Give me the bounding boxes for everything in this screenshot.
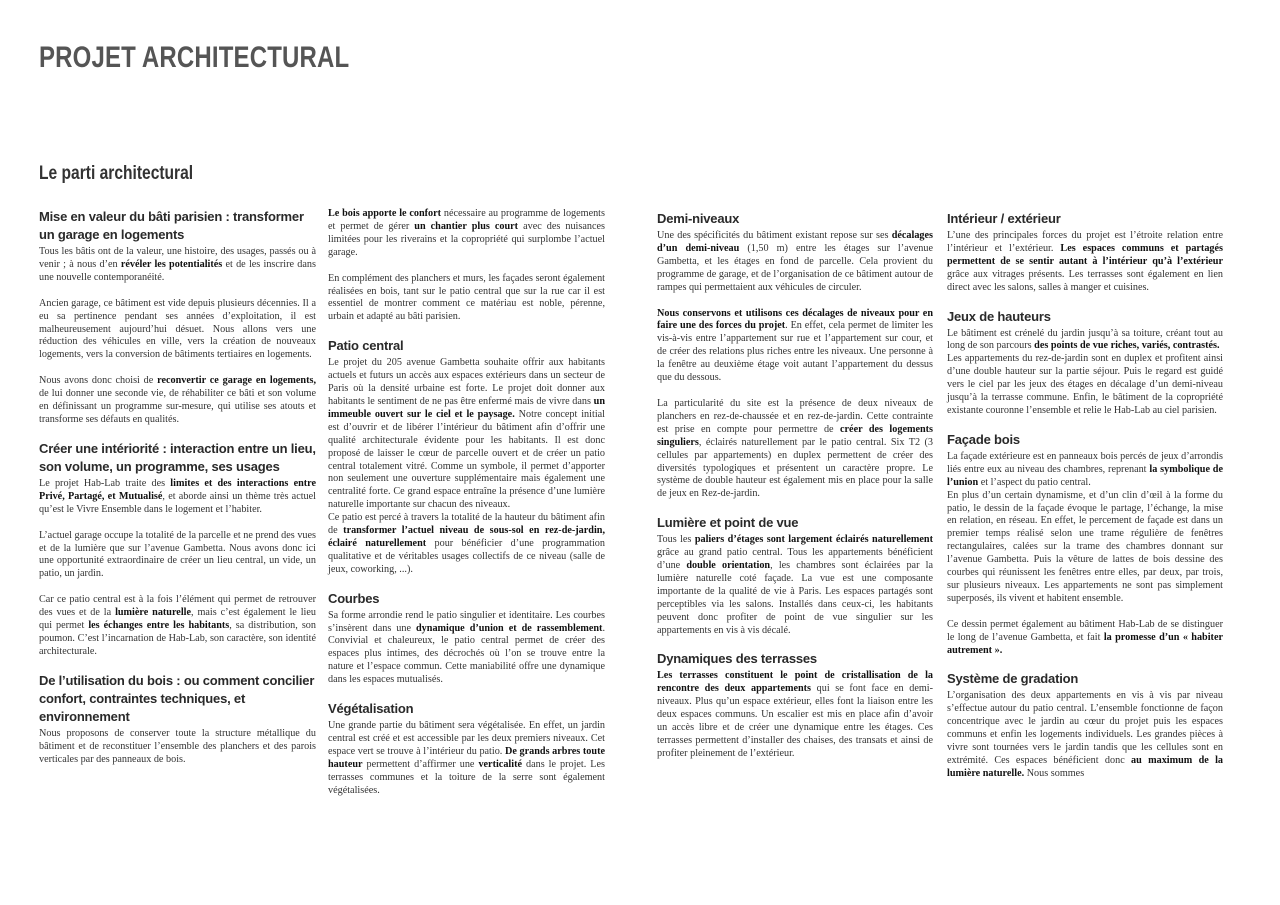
body-paragraph <box>657 670 933 760</box>
paragraph-text: Car ce patio central est à la fois l’élément qui permet de retrouver des vues et de la <box>39 594 316 619</box>
emphasized-text: verticalité <box>478 758 522 770</box>
text-column-1 <box>39 208 316 779</box>
body-paragraph <box>328 512 605 577</box>
emphasized-text: dynamique d’union et de rassemblement <box>416 622 603 634</box>
subsection-heading: Jeux de hauteurs <box>947 308 1051 324</box>
body-paragraph <box>39 530 316 582</box>
paragraph-text: Ce dessin permet également au bâtiment Hab-Lab de se distinguer le long de l’avenue Gambetta, et fait <box>947 618 1223 643</box>
emphasized-text: révéler les potentialités <box>120 258 223 270</box>
body-paragraph <box>39 594 316 659</box>
paragraph-text: permettent d’affirmer une <box>362 758 479 770</box>
subsection-heading: Créer une intériorité : interaction entre un lieu, son volume, un programme, ses usages <box>39 440 316 474</box>
paragraph-text: , sa distribution, son poumon. C’est l’incarnation de Hab-Lab, son caractère, son identité architecturale. <box>39 620 316 657</box>
emphasized-text: double orientation <box>686 560 771 572</box>
paragraph-text: et de les inscrire dans une nouvelle contemporanéité. <box>39 258 316 283</box>
paragraph-text: Le projet du 205 avenue Gambetta souhaite offrir aux habitants actuels et futurs un accès aux espaces extérieurs dans un secteur de Paris où la densité urbaine est forte. Le projet doit donner aux habitants le sentiment de ne pas être enfermé mais de vivre dans <box>328 357 605 407</box>
paragraph-text: Le bâtiment est crénelé du jardin jusqu’à sa toiture, créant tout au long de son parcours <box>947 327 1223 352</box>
paragraph-text: dans le projet. Les terrasses communes et la toiture de la serre sont également végétalisées. <box>328 758 605 796</box>
paragraph-text: de lui donner une seconde vie, de réhabiliter ce bâti et son volume en définissant un programme sur-mesure, qui utilise ses atouts et transforme ses défauts en qualités. <box>39 388 316 425</box>
body-paragraph <box>657 398 933 501</box>
subsection-heading: Patio central <box>328 338 404 354</box>
subsection-heading: Dynamiques des terrasses <box>657 651 817 667</box>
emphasized-text: un chantier plus court <box>414 220 519 232</box>
body-paragraph <box>39 298 316 363</box>
paragraph-text: Ancien garage, ce bâtiment est vide depuis plusieurs décennies. Il a eu sa pertinence pendant ses années d’exploitation, il est malheureusement aujourd’hui désuet. Nous allons vers une réduction des véhicules en ville, vers la création de nouveaux logements, vers la conversion de bâtiments tertiaires en logements. <box>39 297 316 361</box>
emphasized-text: décalages d’un demi-niveau <box>657 230 933 254</box>
body-paragraph <box>39 478 316 517</box>
paragraph-text: Nous avons donc choisi de <box>39 375 158 387</box>
body-paragraph <box>947 619 1223 658</box>
emphasized-text: Les espaces communs et partagés permettent de se sentir autant à l’intérieur qu’à l’extérieur <box>947 242 1223 267</box>
body-paragraph <box>657 534 933 637</box>
emphasized-text: De grands arbres toute hauteur <box>328 745 605 770</box>
body-paragraph <box>328 720 605 797</box>
emphasized-text: Le bois apporte le confort <box>328 208 442 219</box>
body-paragraph <box>328 610 605 687</box>
emphasized-text: créer des logements singuliers <box>657 423 933 448</box>
section-title: Le parti architectural <box>39 163 194 184</box>
paragraph-text: En plus d’un certain dynamisme, et d’un clin d’œil à la forme du patio, le dessin de la façade évoque le partage, l’échange, la mise en relation, en réseau. En effet, le percement de façade est dans un premier temps réalisé selon une trame régulière de fenêtres rectangulaires, calées sur la trame des chambres donnant sur l’avenue Gambetta. Puis la vêture de lattes de bois dessine des courbes qui réunissent les fenêtres entre elles, par deux, par trois, sur plusieurs niveaux. Les appartements ne sont pas simplement superposés, ils vivent et habitent ensemble. <box>947 489 1223 604</box>
body-paragraph <box>657 230 933 295</box>
paragraph-text: , les chambres sont éclairées par la lumière naturelle coté façade. La vue est une composante importante de la qualité de vie à Paris. Les espaces partagés sont perceptibles via les salons. Installés dans ceux-ci, les habitants peuvent donc profiter de point de vue singulier sur les appartements en vis à vis décalé. <box>657 560 933 636</box>
paragraph-text: La façade extérieure est en panneaux bois percés de jeux d’arrondis liés entre eux au niveau des chambres, reprenant <box>947 450 1223 475</box>
subsection-heading: Courbes <box>328 590 380 606</box>
paragraph-text: grâce aux vitrages présents. Les terrasses sont également en lien direct avec les salons, salles à manger et cuisines. <box>947 268 1223 293</box>
paragraph-text: Les appartements du rez-de-jardin sont en duplex et profitent ainsi d’une double hauteur sur la partie séjour. Puis le regard est guidé vers le ciel par les jeux des étages en décalage d’un demi-niveau jusqu’à la terrasse commune. Enfin, le bâtiment de la copropriété existante couronne l’ensemble et relie le Hab-Lab au ciel parisien. <box>947 353 1223 416</box>
paragraph-text: L’actuel garage occupe la totalité de la parcelle et ne prend des vues et de la lumière que sur l’avenue Gambetta. Nous avons donc ici une opportunité extraordinaire de créer un lieu central, un vide, un patio, un jardin. <box>39 529 316 580</box>
page-title: PROJET ARCHITECTURAL <box>39 41 350 74</box>
emphasized-text: la promesse d’un « habiter autrement ». <box>947 631 1223 656</box>
paragraph-text: L’organisation des deux appartements en vis à vis par niveau s’effectue autour du patio central. L’ensemble fonctionne de façon concentrique avec le jardin au cœur du projet puis les espaces communs et enfin les logements individuels. Les grandes pièces à vivre sont tournées vers le jardin tandis que les cellules sont en extrémité. Ces espaces bénéficient donc <box>947 690 1223 766</box>
emphasized-text: limites et des interactions entre Privé, Partagé, et Mutualisé <box>39 477 317 502</box>
body-paragraph <box>39 375 316 427</box>
emphasized-text: Les terrasses constituent le point de cristallisation de la rencontre des deux appartements <box>657 670 933 695</box>
body-paragraph <box>947 490 1223 606</box>
body-paragraph <box>947 690 1223 780</box>
paragraph-text: grâce au grand patio central. Tous les appartements bénéficient d’une <box>657 547 933 572</box>
paragraph-text: qui se font face en demi-niveaux. Plus qu’un espace extérieur, elles font la liaison entre les deux espaces communs. Un escalier est mis en place afin d’avoir un accès libre et de créer une dynamique entre les étages. Ces terrasses permettent d’installer des chaises, des transats et ainsi de profiter pleinement de l’extérieur. <box>657 683 933 759</box>
paragraph-text: et l’aspect du patio central. <box>978 476 1091 488</box>
body-paragraph <box>328 208 605 260</box>
emphasized-text: lumière naturelle <box>115 607 192 619</box>
subsection-heading: Végétalisation <box>328 701 414 717</box>
subsection-heading: Système de gradation <box>947 671 1079 687</box>
paragraph-text: Une grande partie du bâtiment sera végétalisée. En effet, un jardin central est créé et est accessible par les deux premiers niveaux. Cet espace vert se trouve à l’intérieur du patio. <box>328 720 605 757</box>
paragraph-text: Tous les bâtis ont de la valeur, une histoire, des usages, passés ou à venir ; à nous d’en <box>39 246 316 270</box>
body-paragraph <box>328 357 605 512</box>
body-paragraph <box>947 230 1223 295</box>
paragraph-text: nécessaire au programme de logements et permet de gérer <box>328 208 605 232</box>
text-column-2 <box>328 208 605 811</box>
paragraph-text: pour bénéficier d’une programmation qualitative et de véritables usages collectifs de ce niveau (salle de jeux, coworking, ...). <box>328 537 605 575</box>
paragraph-text: (1,50 m) entre les étages sur l’avenue Gambetta, et les étages en fond de parcelle. Cela provient du programme de garage, et de l’organisation de ce bâtiment autour de rampes qui permettaient aux véhicules de circuler. <box>657 242 933 293</box>
emphasized-text: reconvertir ce garage en logements, <box>157 375 317 387</box>
emphasized-text: la symbolique de l’union <box>947 463 1223 488</box>
body-paragraph <box>328 273 605 325</box>
body-paragraph <box>947 328 1223 354</box>
paragraph-text: Ce patio est percé à travers la totalité de la hauteur du bâtiment afin de <box>328 512 605 537</box>
body-paragraph <box>947 451 1223 490</box>
paragraph-text: Nous proposons de conserver toute la structure métallique du bâtiment et de reconstituer l’ensemble des planchers et des parois verticales par des panneaux de bois. <box>39 727 316 765</box>
emphasized-text: transformer l’actuel niveau de sous-sol en rez-de-jardin, éclairé naturellement <box>328 525 605 549</box>
emphasized-text: les échanges entre les habitants <box>88 620 230 632</box>
body-paragraph <box>947 353 1223 418</box>
paragraph-text: La particularité du site est la présence de deux niveaux de planchers en rez-de-chaussée et en rez-de-jardin. Cette contrainte est prise en compte pour permettre de <box>657 397 933 435</box>
subsection-heading: Façade bois <box>947 431 1020 447</box>
paragraph-text: L’une des principales forces du projet est l’étroite relation entre l’intérieur et l’extérieur. <box>947 230 1223 254</box>
paragraph-text: Nous sommes <box>1024 767 1085 779</box>
paragraph-text: . En effet, cela permet de limiter les vis-à-vis entre l’appartement sur rue et l’appartement sur cour, et de créer des relations plus riches entre les niveaux. Une personne à la fenêtre au deuxième étage voit autant l’appartement du dessus que du dessous. <box>657 320 933 384</box>
emphasized-text: des points de vue riches, variés, contrastés. <box>1034 340 1220 352</box>
emphasized-text: Nous conservons et utilisons ces décalages de niveaux pour en faire une des forces du projet <box>657 307 933 332</box>
paragraph-text: . Convivial et chaleureux, le patio central permet de créer des espaces plus intimes, des décrochés où l’on se trouve entre la nature et l’espace commun. Cette maniabilité offre une dynamique dans les espaces mutualisés. <box>328 622 605 686</box>
body-paragraph <box>39 246 316 285</box>
emphasized-text: un immeuble ouvert sur le ciel et le paysage. <box>328 395 605 420</box>
text-column-3 <box>657 210 933 774</box>
paragraph-text: Notre concept initial est d’ouvrir et de libérer l’intérieur du bâtiment afin d’offrir une qualité architecturale évidente pour les habitants. Il est donc proposé de laisser le cœur de parcelle ouvert et de créer un patio central totalement vitré. Comme un symbole, il permet d’apporter non seulement une ouverture supplémentaire mais également une centralité forte. Ce grand espace entraîne la présence d’une lumière naturelle importante sur chacun des niveaux. <box>328 408 605 511</box>
paragraph-text: En complément des planchers et murs, les façades seront également réalisées en bois, tant sur le patio central que sur la rue car il est essentiel de montrer comment ce matériau est noble, pérenne, urbain et adapté au bâti parisien. <box>328 272 605 323</box>
paragraph-text: , éclairés naturellement par le patio central. Six T2 (3 cellules par appartements) en duplex permettent de créer des diversités typologiques et présentent un caractère propre. Le système de double hauteur est également mis en place pour la salle de jeux en Rez-de-jardin. <box>657 436 933 500</box>
subsection-heading: De l’utilisation du bois : ou comment concilier confort, contraintes techniques, et environnement <box>39 672 315 724</box>
text-column-4 <box>947 210 1223 794</box>
paragraph-text: Tous les <box>657 534 695 546</box>
emphasized-text: au maximum de la lumière naturelle. <box>947 755 1224 779</box>
body-paragraph <box>657 308 933 385</box>
subsection-heading: Intérieur / extérieur <box>947 211 1061 226</box>
body-paragraph <box>39 728 316 767</box>
paragraph-text: , mais c’est également le lieu qui permet <box>39 607 316 632</box>
paragraph-text: Le projet Hab-Lab traite des <box>39 477 171 489</box>
subsection-heading: Lumière et point de vue <box>657 515 799 531</box>
paragraph-text: avec des nuisances limitées pour les riverains et la copropriété qui surplombe l’actuel garage. <box>328 220 605 258</box>
paragraph-text: Sa forme arrondie rend le patio singulier et identitaire. Les courbes s’insèrent dans une <box>328 609 605 634</box>
emphasized-text: paliers d’étages sont largement éclairés naturellement <box>694 534 933 546</box>
paragraph-text: , et aborde ainsi un thème très actuel qu’est le Vivre Ensemble dans le logement et l’habiter. <box>39 490 316 515</box>
subsection-heading: Demi-niveaux <box>657 211 740 226</box>
paragraph-text: Une des spécificités du bâtiment existant repose sur ses <box>657 230 892 241</box>
subsection-heading: Mise en valeur du bâti parisien : transformer un garage en logements <box>39 209 304 242</box>
